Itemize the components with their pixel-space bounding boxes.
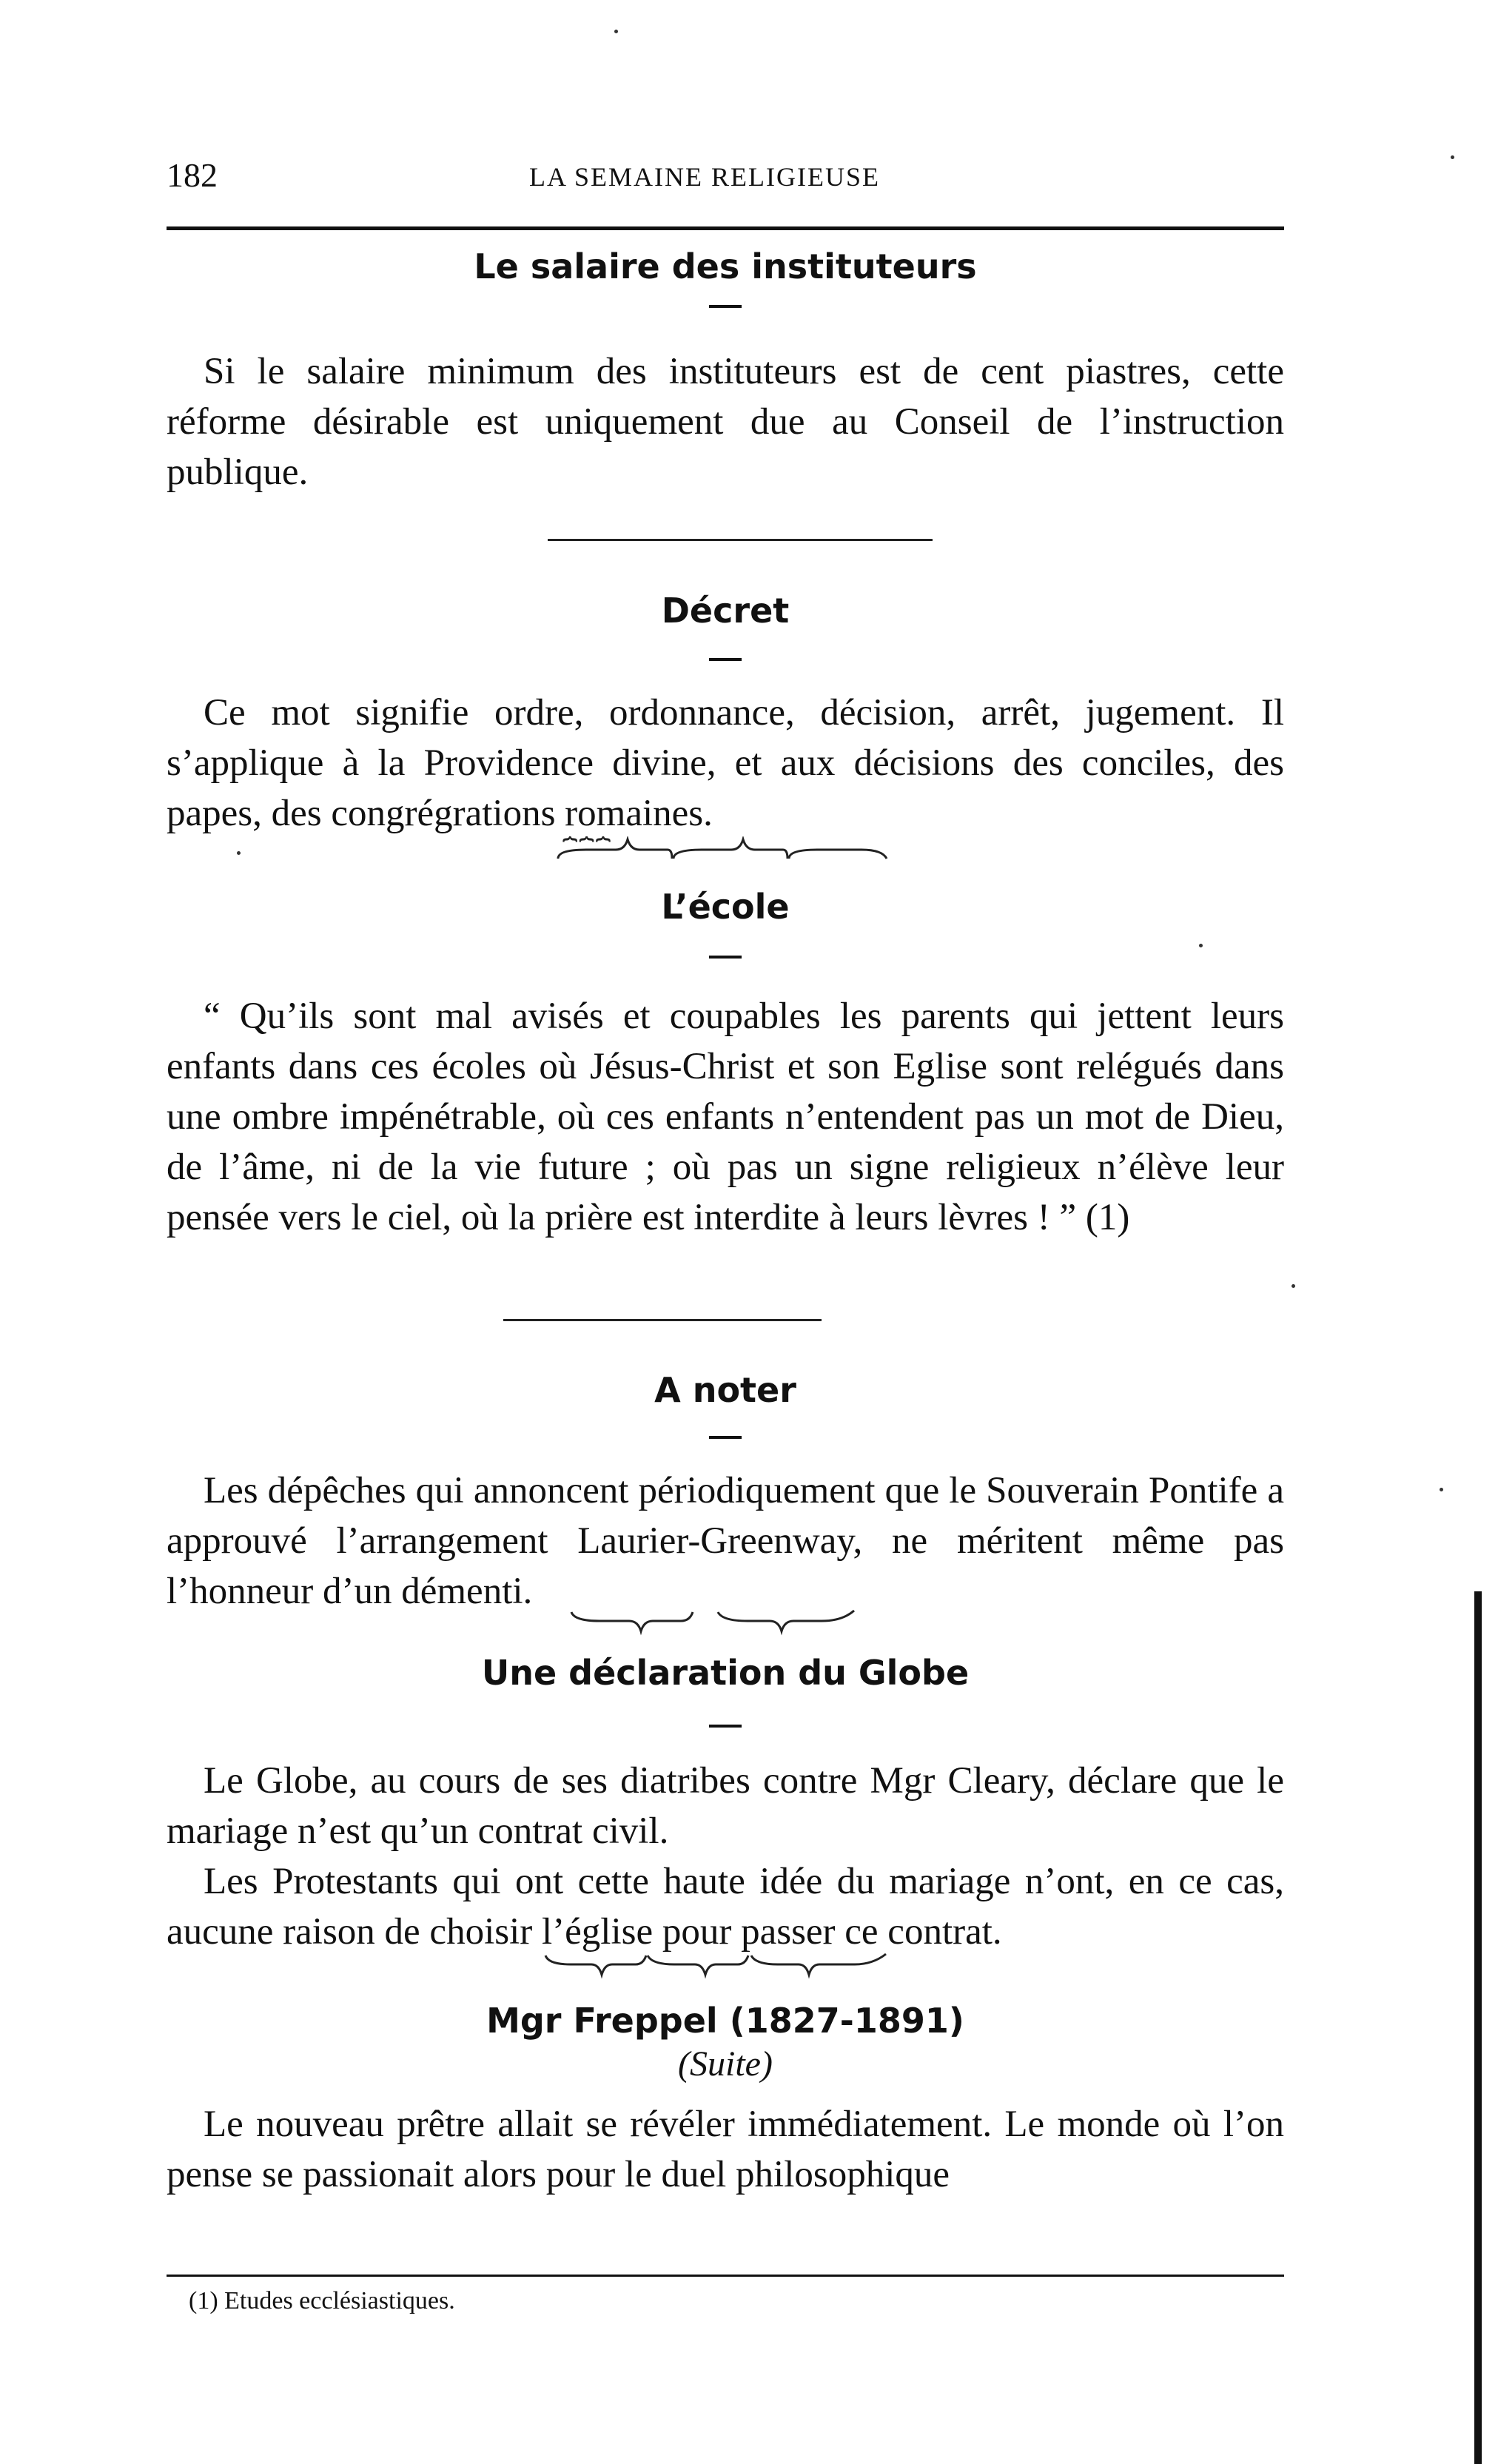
brace-ornament-icon — [570, 1609, 866, 1636]
journal-title: LA SEMAINE RELIGIEUSE — [529, 162, 880, 192]
article-paragraph: Les Protestants qui ont cette haute idée du mariage n’ont, en ce cas, aucune raison de choisir l’église pour passer ce contrat. — [167, 1861, 1284, 1953]
brace-ornament-icon — [544, 1953, 892, 1979]
article-salaire — [167, 244, 1284, 497]
article-paragraph: Les dépêches qui annoncent périodiquement que le Souverain Pontife a approuvé l’arrangement Laurier-Greenway, ne méritent même pas l’honneur d’un démenti. — [167, 1470, 1284, 1612]
section-separator — [548, 539, 933, 541]
article-title: A noter — [654, 1370, 796, 1410]
scan-speck — [1199, 944, 1203, 947]
article-title: Décret — [661, 591, 790, 631]
article-paragraph: Ce mot signifie ordre, ordonnance, décision, arrêt, jugement. Il s’applique à la Providence divine, et aux décisions des conciles, des papes, des congrégrations romaines. — [167, 692, 1284, 834]
article-a-noter — [167, 1368, 1284, 1617]
article-freppel — [167, 1998, 1284, 2200]
title-dash — [709, 305, 742, 308]
page-number: 182 — [167, 156, 218, 194]
article-title: Mgr Freppel (1827-1891) — [486, 2001, 964, 2041]
scan-speck — [1451, 155, 1454, 159]
article-paragraph: Le nouveau prêtre allait se révéler immédiatement. Le monde où l’on pense se passionait alors pour le duel philosophique — [167, 2104, 1284, 2195]
scan-edge-bar — [1474, 1591, 1482, 2464]
scan-speck — [1440, 1488, 1443, 1491]
footnote-rule — [167, 2275, 1284, 2277]
article-ecole — [167, 884, 1284, 1243]
article-paragraph: Le Globe, au cours de ses diatribes contre Mgr Cleary, déclare que le mariage n’est qu’un contrat civil. — [167, 1760, 1284, 1852]
brace-ornament: ⏞⏞⏞ — [562, 836, 613, 866]
article-title: Une déclaration du Globe — [481, 1653, 970, 1693]
section-separator — [503, 1319, 822, 1321]
article-title: L’école — [661, 887, 790, 927]
article-paragraph: “ Qu’ils sont mal avisés et coupables les parents qui jettent leurs enfants dans ces écoles où Jésus-Christ et son Eglise sont relégués dans une ombre impénétrable, où ces enfants n’entendent pas un mot de Dieu, de l’âme, ni de la vie future ; où pas un signe religieux n’élève leur pensée vers le ciel, où la prière est interdite à leurs lèvres ! ” (1) — [167, 996, 1284, 1238]
article-subtitle: (Suite) — [678, 2044, 773, 2084]
scan-speck — [614, 30, 618, 33]
brace-ornament-icon — [557, 836, 897, 866]
running-head — [167, 148, 1284, 207]
title-dash — [709, 1436, 742, 1439]
scan-speck — [237, 851, 241, 855]
article-declaration-globe — [167, 1651, 1284, 1957]
article-paragraph: Si le salaire minimum des instituteurs est de cent piastres, cette réforme désirable est uniquement due au Conseil de l’instruction publique. — [167, 351, 1284, 493]
title-dash — [709, 658, 742, 661]
title-dash — [709, 956, 742, 959]
scan-speck — [1292, 1284, 1295, 1288]
article-title: Le salaire des instituteurs — [474, 246, 977, 286]
article-decret — [167, 588, 1284, 839]
header-rule — [167, 226, 1284, 230]
footnote: (1) Etudes ecclésiastiques. — [189, 2287, 455, 2314]
title-dash — [709, 1725, 742, 1728]
